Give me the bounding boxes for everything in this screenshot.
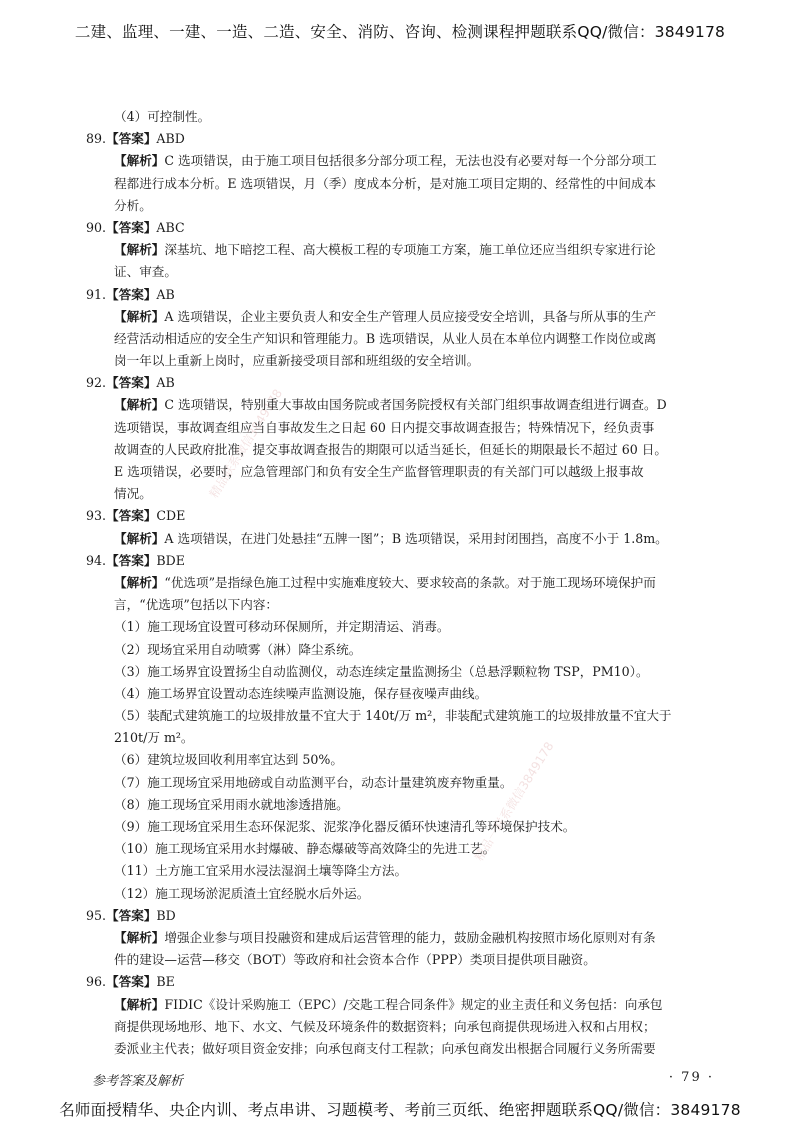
question-number: 92. [86,375,107,391]
explanation-line [86,572,722,594]
explanation-line [86,328,722,350]
explanation-line [86,195,722,217]
answer-value: BD [156,907,176,923]
footer-title: 参考答案及解析 [92,1074,184,1089]
list-item: （2）现场宜采用自动喷雾（淋）降尘系统。 [114,641,362,657]
explanation-tag: 【解析】 [114,308,165,324]
explanation-line [86,417,722,439]
answer-line [86,505,722,527]
explanation-line [86,528,722,550]
explanation-line [86,949,722,971]
answer-tag: 【答案】 [106,907,157,923]
explanation-text: 深基坑、地下暗挖工程、高大模板工程的专项施工方案，施工单位还应当组织专家进行论 [164,242,656,258]
explanation-line [86,306,722,328]
page-number: · 79 · [668,1070,714,1085]
explanation-line [86,394,722,416]
explanation-text: E 选项错误，必要时，应急管理部门和负有安全生产监督管理职责的有关部门可以越级上报事故 [114,464,644,479]
explanation-tag: 【解析】 [114,929,165,945]
explanation-text: A 选项错误，企业主要负责人和安全生产管理人员应接受安全培训，具备与所从事的生产 [164,308,657,324]
answer-tag: 【答案】 [106,219,157,235]
answer-tag: 【答案】 [106,375,157,391]
explanation-text: FIDIC《设计采购施工（EPC）/交匙工程合同条件》规定的业主责任和义务包括：向承包 [164,996,663,1012]
answer-tag: 【答案】 [106,508,157,524]
explanation-line [86,594,722,616]
answer-line [86,217,722,239]
explanation-line [86,239,722,261]
answer-tag: 【答案】 [106,286,157,302]
list-item: （5）装配式建筑施工的垃圾排放量不宜大于 140t/万 m²，非装配式建筑施工的垃圾排放量不宜大于 [114,708,672,724]
list-item: （7）施工现场宜采用地磅或自动监测平台，动态计量建筑废弃物重量。 [114,774,513,790]
explanation-text: 增强企业参与项目投融资和建成后运营管理的能力，鼓励金融机构按照市场化原则对有条 [164,929,656,945]
question-number: 90. [86,219,107,235]
explanation-line [86,173,722,195]
list-item: （9）施工现场宜采用生态环保泥浆、泥浆净化器反循环快速清孔等环境保护技术。 [114,819,576,834]
question-number: 96. [86,974,107,990]
answer-value: AB [156,286,175,302]
list-item: （10）施工现场宜采用水封爆破、静态爆破等高效降尘的先进工艺。 [114,841,496,857]
explanation-tag: 【解析】 [114,397,165,413]
explanation-tag: 【解析】 [114,153,165,169]
promo-banner-bottom: 名师面授精华、央企内训、考点串讲、习题模考、考前三页纸、绝密押题联系QQ/微信：3849178 [59,1101,741,1119]
answer-value: AB [156,375,175,391]
explanation-line [86,461,722,483]
explanation-line [86,350,722,372]
explanation-text: A 选项错误，在进门处悬挂“五牌一图”；B 选项错误，采用封闭围挡，高度不小于 1.8m。 [164,530,668,546]
list-item: （8）施工现场宜采用雨水就地渗透措施。 [114,796,349,812]
explanation-tag: 【解析】 [114,996,165,1012]
answer-tag: 【答案】 [106,974,157,990]
explanation-text: 情况。 [114,486,152,502]
question-number: 89. [86,131,107,147]
explanation-line [86,261,722,283]
list-item: （12）施工现场淤泥质渣土宜经脱水后外运。 [114,885,370,901]
explanation-text: C 选项错误，由于施工项目包括很多分部分项工程，无法也没有必要对每一个分部分项工 [164,153,657,169]
explanation-tag: 【解析】 [114,530,165,546]
explanation-text: 故调查的人民政府批准，提交事故调查报告的期限可以适当延长，但延长的期限最长不超过 60 日。 [114,441,667,457]
promo-banner-top: 二建、监理、一建、一造、二造、安全、消防、咨询、检测课程押题联系QQ/微信：3849178 [74,23,726,41]
answer-line [86,905,722,927]
explanation-text: 程都进行成本分析。E 选项错误，月（季）度成本分析，是对施工项目定期的、经常性的中间成本 [114,175,657,191]
answer-line [86,971,722,993]
answer-value: CDE [156,508,186,524]
list-item: （4）施工场界宜设置动态连续噪声监测设施，保存昼夜噪声曲线。 [114,685,488,701]
question-number: 91. [86,286,107,302]
list-item: （1）施工现场宜设置可移动环保厕所，并定期清运、消毒。 [114,619,450,635]
explanation-text: 岗一年以上重新上岗时，应重新接受项目部和班组级的安全培训。 [114,353,480,369]
question-number: 93. [86,508,107,524]
explanation-text: “优选项”是指绿色施工过程中实施难度较大、要求较高的条款。对于施工现场环境保护而 [164,574,656,590]
explanation-tag: 【解析】 [114,574,165,590]
answer-value: ABC [156,219,185,235]
answer-explanations [86,106,722,1060]
explanation-text: 商提供现场地形、地下、水文、气候及环境条件的数据资料；向承包商提供现场进入权和占用权； [114,1018,656,1034]
answer-line [86,284,722,306]
explanation-text: C 选项错误，特别重大事故由国务院或者国务院授权有关部门组织事故调查组进行调查。D [164,397,667,413]
list-item: （6）建筑垃圾回收利用率宜达到 50%。 [114,752,343,768]
question-number: 94. [86,552,107,568]
explanation-line [86,927,722,949]
explanation-text: 言，“优选项”包括以下内容： [114,597,279,613]
explanation-line [86,439,722,461]
answer-tag: 【答案】 [106,131,157,147]
answer-value: ABD [156,131,185,147]
continuation-line: 210t/万 m²。 [114,730,194,746]
continuation-line: （4）可控制性。 [114,109,211,124]
explanation-text: 件的建设—运营—移交（BOT）等政府和社会资本合作（PPP）类项目提供项目融资。 [114,952,596,968]
explanation-text: 选项错误，事故调查组应当自事故发生之日起 60 日内提交事故调查报告；特殊情况下，经负责事 [114,419,655,435]
list-item: （3）施工场界宜设置扬尘自动监测仪，动态连续定量监测扬尘（总悬浮颗粒物 TSP，PM10）。 [114,663,649,679]
question-number: 95. [86,907,107,923]
watermark-text: 精品联系微信3849178 [206,386,286,501]
explanation-line [86,1038,722,1060]
explanation-text: 经营活动相适应的安全生产知识和管理能力。B 选项错误，从业人员在本单位内调整工作岗位或离 [114,330,657,346]
answer-value: BDE [156,552,185,568]
explanation-line [86,150,722,172]
explanation-tag: 【解析】 [114,242,165,258]
answer-line [86,372,722,394]
answer-tag: 【答案】 [106,552,157,568]
explanation-line [86,1016,722,1038]
answer-line [86,128,722,150]
watermark-text: 精品一联系微信3849178 [471,739,557,864]
explanation-line [86,994,722,1016]
answer-line [86,550,722,572]
answer-value: BE [156,974,175,990]
explanation-text: 分析。 [114,197,152,213]
explanation-text: 委派业主代表；做好项目资金安排；向承包商支付工程款；向承包商发出根据合同履行义务所需要 [114,1040,656,1056]
list-item: （11）土方施工宜采用水浸法湿润土壤等降尘方法。 [114,863,408,879]
explanation-text: 证、审查。 [114,264,177,280]
explanation-line [86,483,722,505]
